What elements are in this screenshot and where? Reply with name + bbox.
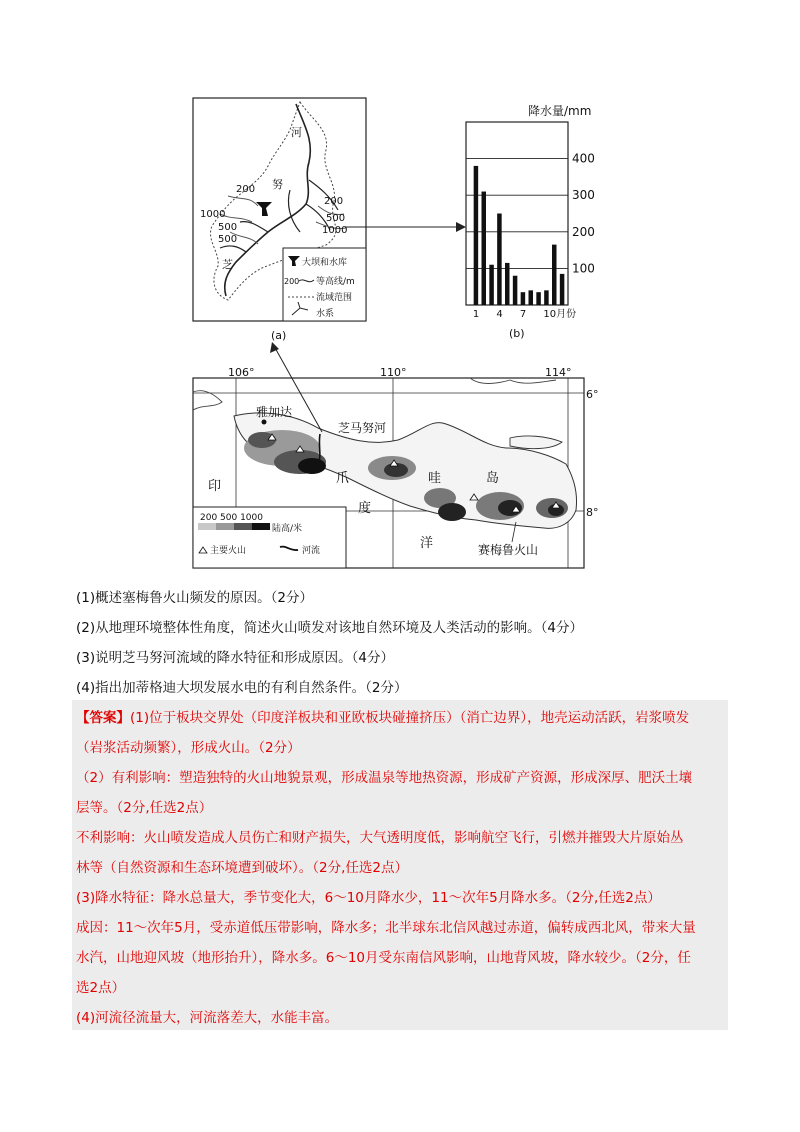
map-a-label: 努: [272, 178, 283, 191]
map-a-label: 芝: [222, 258, 233, 271]
answer-tag: 【答案】: [76, 710, 130, 726]
ocean-label-1: 印: [208, 479, 222, 494]
volcano-label: 赛梅鲁火山: [478, 543, 539, 557]
java-label-2: 哇: [428, 471, 442, 486]
precipitation-chart: [466, 103, 595, 340]
latitude-label: 6°: [586, 388, 599, 401]
precipitation-bar: [474, 166, 479, 305]
contour-label: 200: [236, 184, 256, 195]
answer-line: (3)降水特征：降水总量大，季节变化大，6～10月降水少，11～次年5月降水多。（2分,任选2点）: [76, 890, 661, 906]
chart-ylabel: 降水量/mm: [528, 104, 592, 118]
answer-line-1: [76, 708, 689, 728]
x-tick-label: 7: [519, 309, 527, 320]
longitude-label: 110°: [380, 366, 407, 379]
y-tick-label: 100: [572, 261, 595, 276]
contour-label: 200: [324, 196, 344, 207]
caption-a: (a): [271, 329, 287, 342]
java-map: [193, 342, 599, 568]
java-map-legend: [193, 507, 346, 568]
answer-text: (1)位于板块交界处（印度洋板块和亚欧板块碰撞挤压）（消亡边界），地壳运动活跃，岩浆喷发: [130, 710, 690, 726]
ocean-label-2: 度: [358, 501, 372, 516]
question-3: (3)说明芝马努河流域的降水特征和形成原因。（4分）: [76, 650, 394, 666]
question-4: (4)指出加蒂格迪大坝发展水电的有利自然条件。（2分）: [76, 680, 408, 696]
legend-contour: 等高线/m: [316, 277, 355, 287]
precipitation-bar: [505, 263, 510, 305]
jakarta-label: 雅加达: [256, 405, 293, 419]
y-tick-label: 400: [572, 151, 595, 166]
map-a-legend: [283, 248, 366, 321]
river-label: 芝马努河: [338, 421, 387, 435]
answer-line: (4)河流径流量大，河流落差大，水能丰富。: [76, 1010, 339, 1026]
jakarta-marker: [262, 420, 267, 425]
longitude-label: 106°: [228, 366, 255, 379]
answer-line: 不利影响：火山喷发造成人员伤亡和财产损失，大气透明度低，影响航空飞行，引燃并摧毁大片原始丛: [76, 830, 684, 846]
legend-river: 河流: [302, 546, 321, 556]
ocean-label-3: 洋: [420, 536, 434, 551]
precipitation-bar: [497, 214, 502, 306]
y-tick-label: 200: [572, 224, 595, 239]
precipitation-bar: [552, 245, 557, 305]
legend-contour-value: 200: [284, 277, 300, 286]
java-label-3: 岛: [486, 471, 500, 486]
precipitation-bar: [482, 192, 487, 305]
contour-label: 1000: [322, 225, 348, 236]
contour-label: 500: [326, 213, 346, 224]
answer-line: 选2点）: [76, 980, 126, 996]
precipitation-bar: [544, 290, 549, 305]
map-a-label: 河: [291, 126, 302, 139]
contour-label: 500: [218, 222, 238, 233]
answer-line: （2）有利影响：塑造独特的火山地貌景观，形成温泉等地热资源，形成矿产资源，形成深厚、肥沃土壤: [76, 770, 693, 786]
question-1: (1)概述塞梅鲁火山频发的原因。（2分）: [76, 590, 313, 606]
question-2: (2)从地理环境整体性角度，简述火山喷发对该地自然环境及人类活动的影响。（4分）: [76, 620, 583, 636]
latitude-label: 8°: [586, 506, 599, 519]
java-label-1: 爪: [336, 471, 350, 486]
precipitation-bar: [489, 265, 494, 305]
legend-volcano: 主要火山: [210, 546, 247, 556]
legend-dam: 大坝和水库: [302, 258, 348, 268]
legend-basin: 流域范围: [316, 293, 353, 303]
answer-line: 水汽，山地迎风坡（地形抬升），降水多。6～10月受东南信风影响，山地背风坡，降水较少。（2分，任: [76, 950, 691, 966]
x-tick-label: 4: [496, 309, 503, 320]
caption-b: (b): [509, 327, 525, 340]
answer-line: 层等。（2分,任选2点）: [76, 800, 213, 816]
precipitation-bar: [560, 274, 565, 305]
longitude-label: 114°: [545, 366, 572, 379]
legend-river: 水系: [316, 309, 335, 319]
answer-line: 林等（自然资源和生态环境遭到破坏）。（2分,任选2点）: [76, 860, 408, 876]
answer-line: 成因：11～次年5月，受赤道低压带影响，降水多；北半球东北信风越过赤道，偏转成西北风，带来大量: [76, 920, 696, 936]
precipitation-bar: [529, 290, 534, 305]
x-tick-label: 1: [472, 309, 480, 320]
legend-elevation-values: 200 500 1000: [200, 513, 263, 523]
legend-elevation-unit: 陆高/米: [272, 524, 303, 534]
contour-label: 500: [218, 234, 238, 245]
contour-label: 1000: [200, 209, 226, 220]
answer-line: （岩浆活动频繁），形成火山。（2分）: [76, 740, 301, 756]
x-tick-label: 10月份: [543, 309, 577, 320]
y-tick-label: 300: [572, 188, 595, 203]
precipitation-bar: [513, 276, 518, 305]
precipitation-bar: [536, 292, 541, 305]
precipitation-bar: [521, 292, 526, 305]
basin-map-a: [193, 98, 366, 342]
